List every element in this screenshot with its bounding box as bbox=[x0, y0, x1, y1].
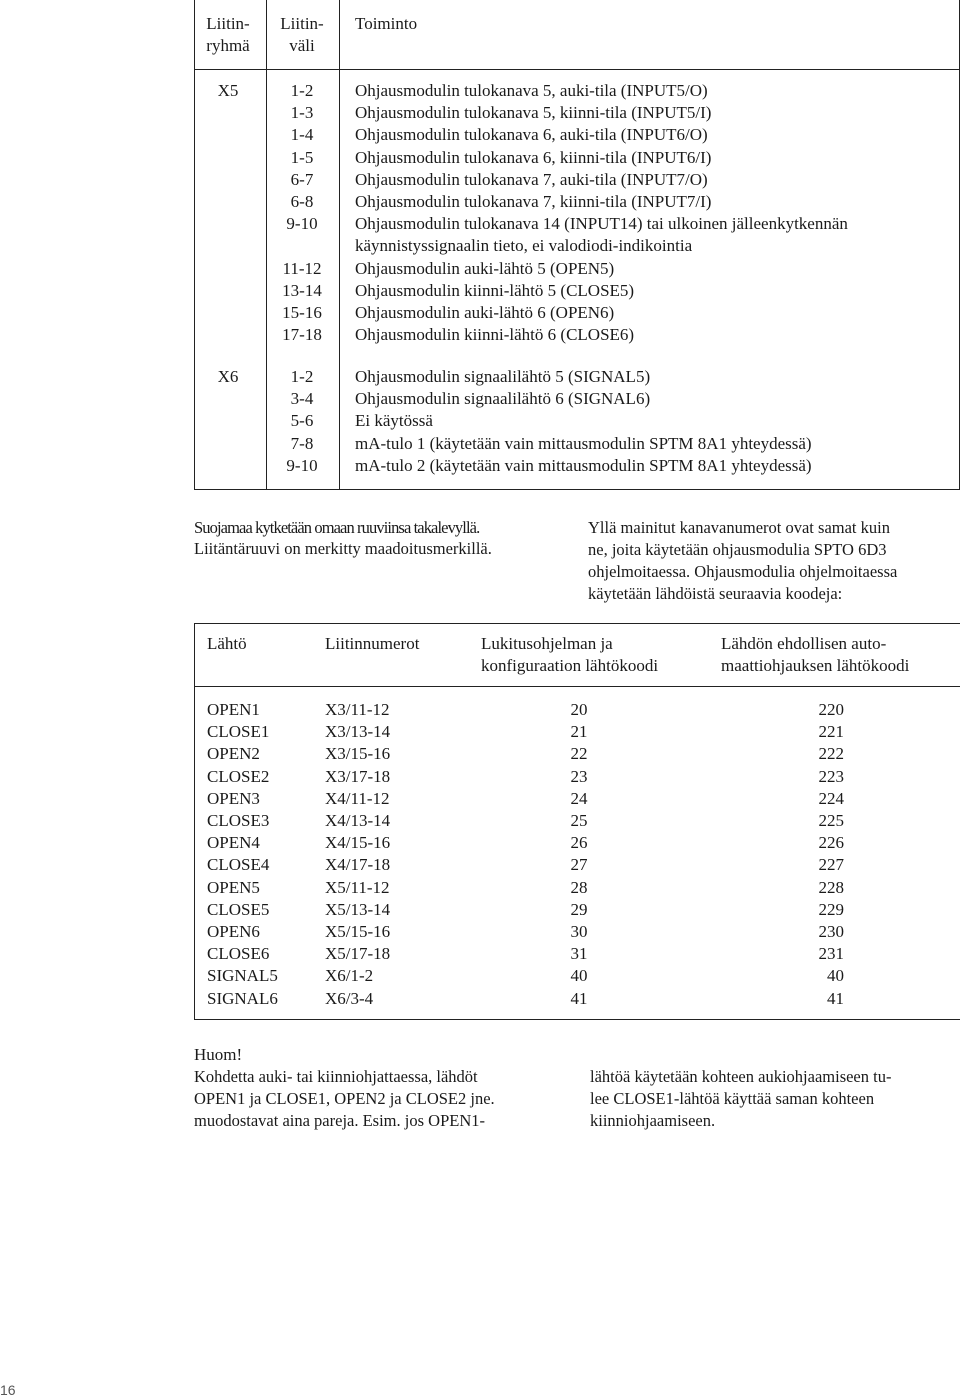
terminal-range: 1-2 bbox=[290, 367, 314, 386]
note-line: kiinniohjaamiseen. bbox=[590, 1111, 716, 1130]
terminal-function: Ohjausmodulin tulokanava 6, kiinni-tila (INPUT6/I) bbox=[355, 147, 712, 167]
config-code: 41 bbox=[570, 988, 588, 1008]
terminal-range: 6-7 bbox=[290, 169, 314, 189]
terminal-function: mA-tulo 1 (käytetään vain mittausmodulin SPTM 8A1 yhteydessä) bbox=[355, 433, 812, 453]
terminal-function: Ohjausmodulin tulokanava 6, auki-tila (INPUT6/O) bbox=[355, 125, 708, 145]
terminal-function: Ohjausmodulin signaalilähtö 6 (SIGNAL6) bbox=[355, 389, 651, 409]
auto-code: 226 bbox=[818, 833, 844, 853]
note-line: lähtöä käytetään kohteen aukiohjaamiseen tu- bbox=[590, 1067, 892, 1086]
config-code: 28 bbox=[570, 877, 588, 897]
note-left-column bbox=[194, 1066, 564, 1132]
config-code: 24 bbox=[570, 788, 588, 808]
terminal-ref: X5/17-18 bbox=[325, 944, 391, 964]
output-name: OPEN1 bbox=[207, 700, 260, 719]
auto-code: 231 bbox=[818, 944, 844, 964]
group-label: X6 bbox=[217, 367, 239, 386]
config-code: 27 bbox=[570, 855, 588, 875]
terminal-range: 1-2 bbox=[290, 81, 314, 100]
terminal-function: Ohjausmodulin tulokanava 5, kiinni-tila (INPUT5/I) bbox=[355, 103, 712, 123]
code-intro-line: Yllä mainitut kanavanumerot ovat samat kuin bbox=[588, 518, 890, 537]
auto-code: 227 bbox=[818, 855, 844, 875]
terminal-ref: X4/15-16 bbox=[325, 833, 391, 853]
header-auto-code: Lähdön ehdollisen auto- maattiohjauksen lähtökoodi bbox=[721, 634, 910, 676]
terminal-range: 15-16 bbox=[282, 303, 322, 322]
terminal-range: 5-6 bbox=[290, 411, 314, 431]
config-code: 31 bbox=[570, 944, 588, 964]
terminal-range: 17-18 bbox=[282, 325, 322, 345]
terminal-range: 1-3 bbox=[290, 103, 314, 123]
header-config-code: Lukitusohjelman ja konfiguraation lähtökoodi bbox=[481, 634, 659, 676]
auto-code: 224 bbox=[818, 788, 844, 808]
terminal-function: Ohjausmodulin auki-lähtö 5 (OPEN5) bbox=[355, 258, 615, 278]
terminal-ref: X3/11-12 bbox=[325, 700, 390, 719]
terminal-ref: X6/1-2 bbox=[325, 966, 374, 986]
header-group: Liitin- ryhmä bbox=[206, 14, 250, 55]
note-line: OPEN1 ja CLOSE1, OPEN2 ja CLOSE2 jne. bbox=[194, 1089, 495, 1108]
terminal-ref: X5/11-12 bbox=[325, 877, 390, 897]
output-name: CLOSE1 bbox=[207, 722, 270, 742]
terminal-function: käynnistyssignaalin tieto, ei valodiodi-indikointia bbox=[355, 236, 693, 256]
note-line: lee CLOSE1-lähtöä käyttää saman kohteen bbox=[590, 1089, 875, 1108]
output-name: OPEN2 bbox=[207, 744, 260, 764]
terminal-range: 1-5 bbox=[290, 147, 314, 167]
ground-note-line1: Suojamaa kytketään omaan ruuviinsa takalevyllä. bbox=[194, 518, 480, 537]
output-name: OPEN4 bbox=[207, 833, 260, 853]
terminal-range: 7-8 bbox=[290, 433, 314, 453]
terminal-range: 11-12 bbox=[282, 258, 322, 278]
terminal-function: mA-tulo 2 (käytetään vain mittausmodulin SPTM 8A1 yhteydessä) bbox=[355, 455, 812, 475]
config-code: 30 bbox=[570, 922, 588, 941]
terminal-ref: X4/17-18 bbox=[325, 855, 391, 875]
table1-divider-2 bbox=[339, 0, 340, 490]
note-line: Kohdetta auki- tai kiinniohjattaessa, lähdöt bbox=[194, 1067, 478, 1086]
config-code: 26 bbox=[570, 833, 588, 853]
note-line: muodostavat aina pareja. Esim. jos OPEN1- bbox=[194, 1111, 485, 1130]
config-code: 40 bbox=[570, 966, 588, 986]
terminal-function: Ei käytössä bbox=[355, 411, 433, 431]
config-code: 25 bbox=[570, 811, 588, 830]
terminal-ref: X4/13-14 bbox=[325, 811, 391, 830]
terminal-function: Ohjausmodulin tulokanava 5, auki-tila (INPUT5/O) bbox=[355, 81, 708, 100]
output-name: CLOSE5 bbox=[207, 899, 270, 919]
terminal-ref: X3/15-16 bbox=[325, 744, 391, 764]
terminal-function: Ohjausmodulin signaalilähtö 5 (SIGNAL5) bbox=[355, 367, 651, 386]
terminal-function: Ohjausmodulin tulokanava 7, auki-tila (INPUT7/O) bbox=[355, 169, 708, 189]
terminal-ref: X5/15-16 bbox=[325, 922, 391, 941]
auto-code: 230 bbox=[818, 922, 844, 941]
output-name: CLOSE6 bbox=[207, 944, 270, 964]
output-name: SIGNAL6 bbox=[207, 988, 278, 1008]
output-name: CLOSE4 bbox=[207, 855, 270, 875]
config-code: 22 bbox=[570, 744, 588, 764]
terminal-range: 9-10 bbox=[286, 214, 318, 234]
page-number: 16 bbox=[0, 1382, 16, 1398]
header-function: Toiminto bbox=[355, 14, 418, 33]
output-name: CLOSE2 bbox=[207, 766, 270, 786]
group-label: X5 bbox=[217, 81, 239, 100]
terminal-ref: X3/17-18 bbox=[325, 766, 391, 786]
auto-code: 221 bbox=[818, 722, 844, 742]
terminal-ref: X6/3-4 bbox=[325, 988, 374, 1008]
code-intro-line: käytetään lähdöistä seuraavia koodeja: bbox=[588, 584, 843, 603]
terminal-ref: X3/13-14 bbox=[325, 722, 391, 742]
table2-header-rule bbox=[194, 686, 960, 687]
auto-code: 228 bbox=[818, 877, 844, 897]
auto-code: 222 bbox=[818, 744, 844, 764]
terminal-range: 1-4 bbox=[290, 125, 314, 145]
output-name: OPEN3 bbox=[207, 788, 260, 808]
output-name: OPEN5 bbox=[207, 877, 260, 897]
terminal-function: Ohjausmodulin tulokanava 7, kiinni-tila (INPUT7/I) bbox=[355, 192, 712, 211]
header-range: Liitin- väli bbox=[280, 14, 324, 55]
terminal-range: 9-10 bbox=[286, 455, 318, 475]
auto-code: 229 bbox=[818, 899, 844, 919]
terminal-function: Ohjausmodulin kiinni-lähtö 5 (CLOSE5) bbox=[355, 280, 635, 300]
terminal-function: Ohjausmodulin kiinni-lähtö 6 (CLOSE6) bbox=[355, 325, 635, 345]
header-output: Lähtö bbox=[207, 634, 247, 653]
config-code: 23 bbox=[570, 766, 588, 786]
note-right-column bbox=[590, 1066, 958, 1132]
terminal-range: 3-4 bbox=[290, 389, 314, 409]
terminal-function: Ohjausmodulin auki-lähtö 6 (OPEN6) bbox=[355, 303, 615, 322]
config-code: 29 bbox=[570, 899, 588, 919]
terminal-ref: X4/11-12 bbox=[325, 788, 390, 808]
output-name: OPEN6 bbox=[207, 922, 260, 941]
table1-header-rule bbox=[194, 69, 960, 70]
output-name: CLOSE3 bbox=[207, 811, 270, 830]
terminal-range: 6-8 bbox=[290, 192, 314, 211]
code-intro-line: ohjelmoitaessa. Ohjausmodulia ohjelmoitaessa bbox=[588, 562, 898, 581]
auto-code: 220 bbox=[818, 700, 844, 719]
code-intro-note bbox=[588, 517, 897, 605]
auto-code: 41 bbox=[827, 988, 844, 1008]
code-intro-line: ne, joita käytetään ohjausmodulia SPTO 6D3 bbox=[588, 540, 887, 559]
config-code: 21 bbox=[570, 722, 588, 742]
terminal-range: 13-14 bbox=[282, 280, 322, 300]
header-terminals: Liitinnumerot bbox=[325, 634, 420, 653]
auto-code: 40 bbox=[827, 966, 844, 986]
auto-code: 225 bbox=[818, 811, 844, 830]
config-code: 20 bbox=[570, 700, 588, 719]
auto-code: 223 bbox=[818, 766, 844, 786]
terminal-function: Ohjausmodulin tulokanava 14 (INPUT14) tai ulkoinen jälleenkytkennän bbox=[355, 214, 848, 234]
output-name: SIGNAL5 bbox=[207, 966, 278, 986]
terminal-ref: X5/13-14 bbox=[325, 899, 391, 919]
ground-note-line2: Liitäntäruuvi on merkitty maadoitusmerkillä. bbox=[194, 539, 492, 558]
note-title: Huom! bbox=[194, 1045, 243, 1064]
